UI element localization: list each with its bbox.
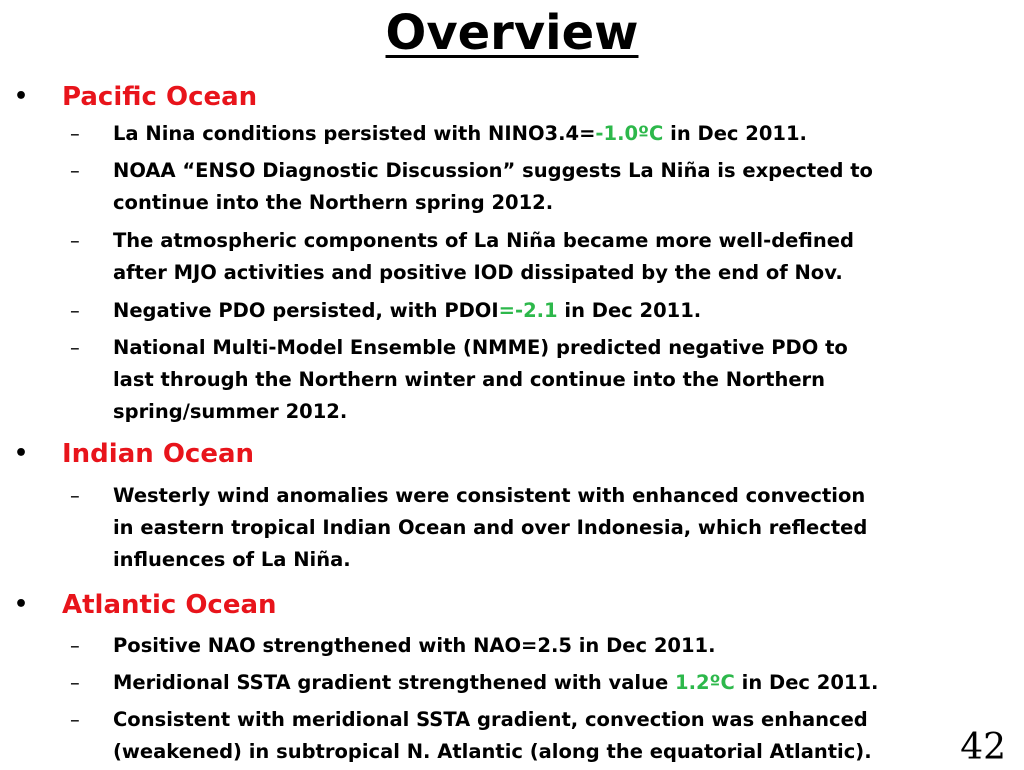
dash-icon: – [70,336,80,359]
text-segment: in Dec 2011. [734,671,879,694]
dash-icon: – [70,634,80,657]
list-item-text: Consistent with meridional SSTA gradient, convection was enhanced (weakened) in subtropical N. Atlantic (along the equatorial Atlantic). [113,708,872,763]
dash-icon: – [70,671,80,694]
bullet-icon: • [14,441,29,466]
dash-icon: – [70,159,80,182]
dash-icon: – [70,484,80,507]
list-item-text [113,295,1008,327]
bullet-icon: • [14,84,29,109]
dash-icon: – [70,229,80,252]
bullet-icon: • [14,592,29,617]
list-item-text [113,118,1008,150]
section-heading-label: Atlantic Ocean [62,590,277,620]
slide-title-text: Overview [385,5,639,61]
list-item-text: Westerly wind anomalies were consistent with enhanced convection in eastern tropical Indian Ocean and over Indonesia, which reflected influences of La Niña. [113,484,868,571]
slide-title [0,2,1024,64]
value-highlight: -1.0ºC [595,122,664,145]
section-heading-label: Indian Ocean [62,439,255,469]
text-segment: in Dec 2011. [557,299,702,322]
text-segment: Meridional SSTA gradient strengthened with value [113,671,675,694]
list-item-text: National Multi-Model Ensemble (NMME) predicted negative PDO to last through the Northern winter and continue into the Northern spring/summer 2012. [113,336,848,423]
text-segment: Negative PDO persisted, with PDOI [113,299,499,322]
list-item-text: The atmospheric components of La Niña became more well-defined after MJO activities and positive IOD dissipated by the end of Nov. [113,229,854,284]
list-item-text [113,667,1008,699]
list-item-text: Positive NAO strengthened with NAO=2.5 in Dec 2011. [113,634,716,657]
value-highlight: =-2.1 [498,299,558,322]
list-item-text: NOAA “ENSO Diagnostic Discussion” suggests La Niña is expected to continue into the Northern spring 2012. [113,159,873,214]
text-segment: in Dec 2011. [663,122,807,145]
page-number: 42 [960,727,1006,768]
section-heading-label: Pacific Ocean [62,82,258,112]
value-highlight: 1.2ºC [675,671,735,694]
dash-icon: – [70,299,80,322]
dash-icon: – [70,708,80,731]
text-segment: La Nina conditions persisted with NINO3.4= [113,122,596,145]
dash-icon: – [70,122,80,145]
